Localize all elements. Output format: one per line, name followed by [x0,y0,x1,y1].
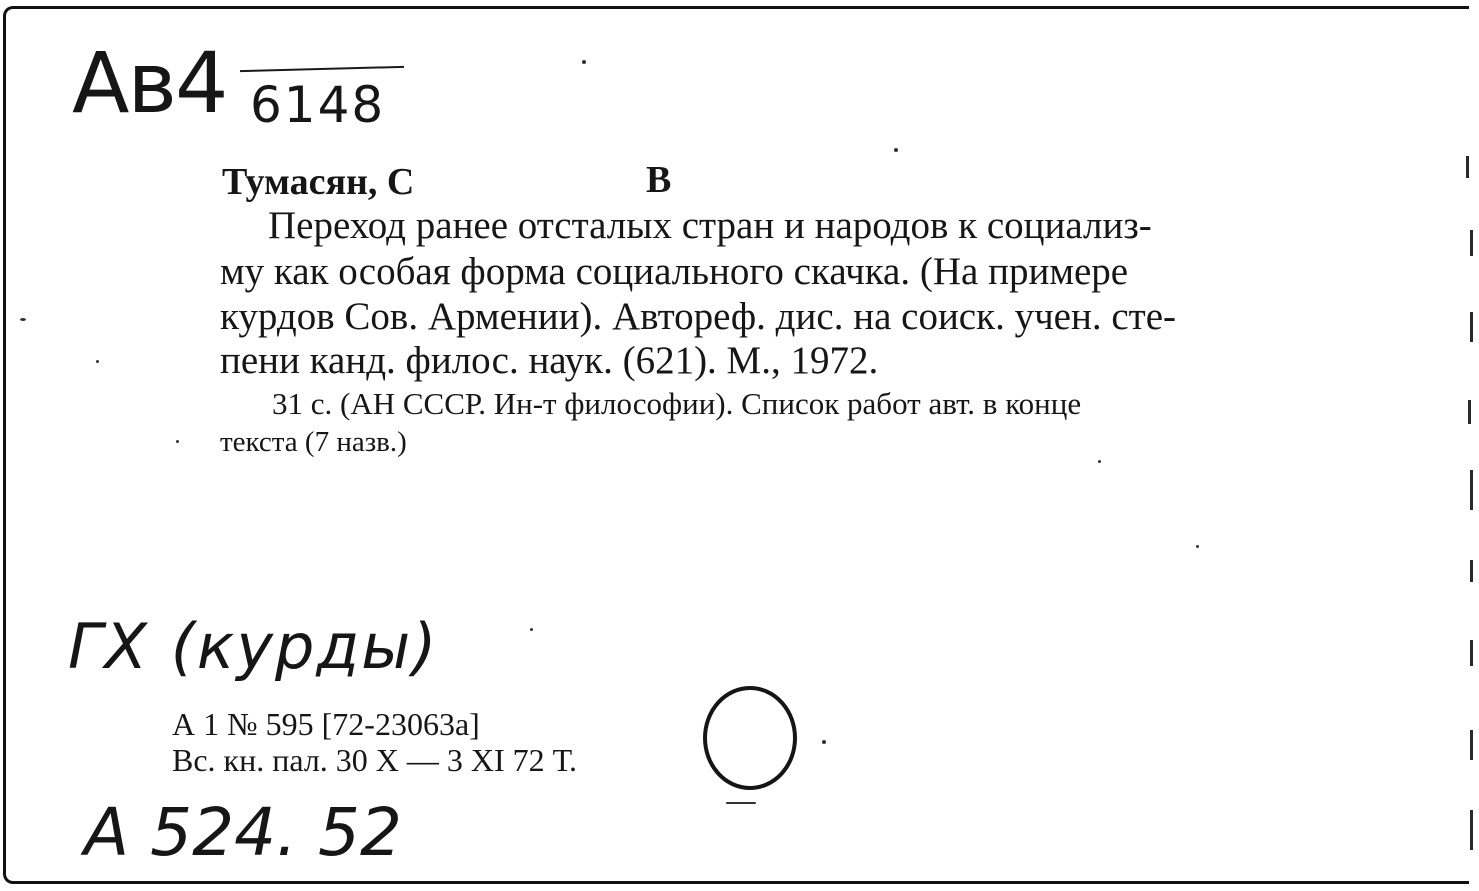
shelf-number: 6148 [250,76,386,134]
stamp-circle [700,684,804,796]
registry-line-2: Вс. кн. пал. 30 X — 3 XI 72 Т. [172,742,578,778]
author-initial: В [646,159,672,201]
subject-note: ГХ (курды) [68,610,439,683]
speck [582,60,586,64]
call-number: А 524. 52 [84,794,403,871]
description-line-2: му как особая форма социального скачка. (На примере [220,250,1129,293]
speck [176,440,179,443]
description-line-3: курдов Сов. Армении). Автореф. дис. на соиск. учен. сте- [220,295,1177,338]
description-line-1: Переход ранее отсталых стран и народов к социализ- [268,204,1152,247]
speck [1098,460,1101,463]
description-line-4: пени канд. филос. наук. (621). М., 1972. [220,339,879,382]
speck [894,148,898,152]
shelf-mark: Ав4 [72,34,227,132]
speck [96,360,99,363]
notes-line-2: текста (7 назв.) [220,426,407,458]
speck [726,802,756,804]
notes-line-1: 31 с. (АН СССР. Ин-т философии). Список работ авт. в конце [272,386,1082,421]
speck [1196,545,1199,548]
author-name: Тумасян, С [222,161,415,203]
speck [530,628,533,631]
speck [20,318,26,321]
speck [822,740,826,744]
registry-line-1: А 1 № 595 [72-23063а] [172,706,480,742]
